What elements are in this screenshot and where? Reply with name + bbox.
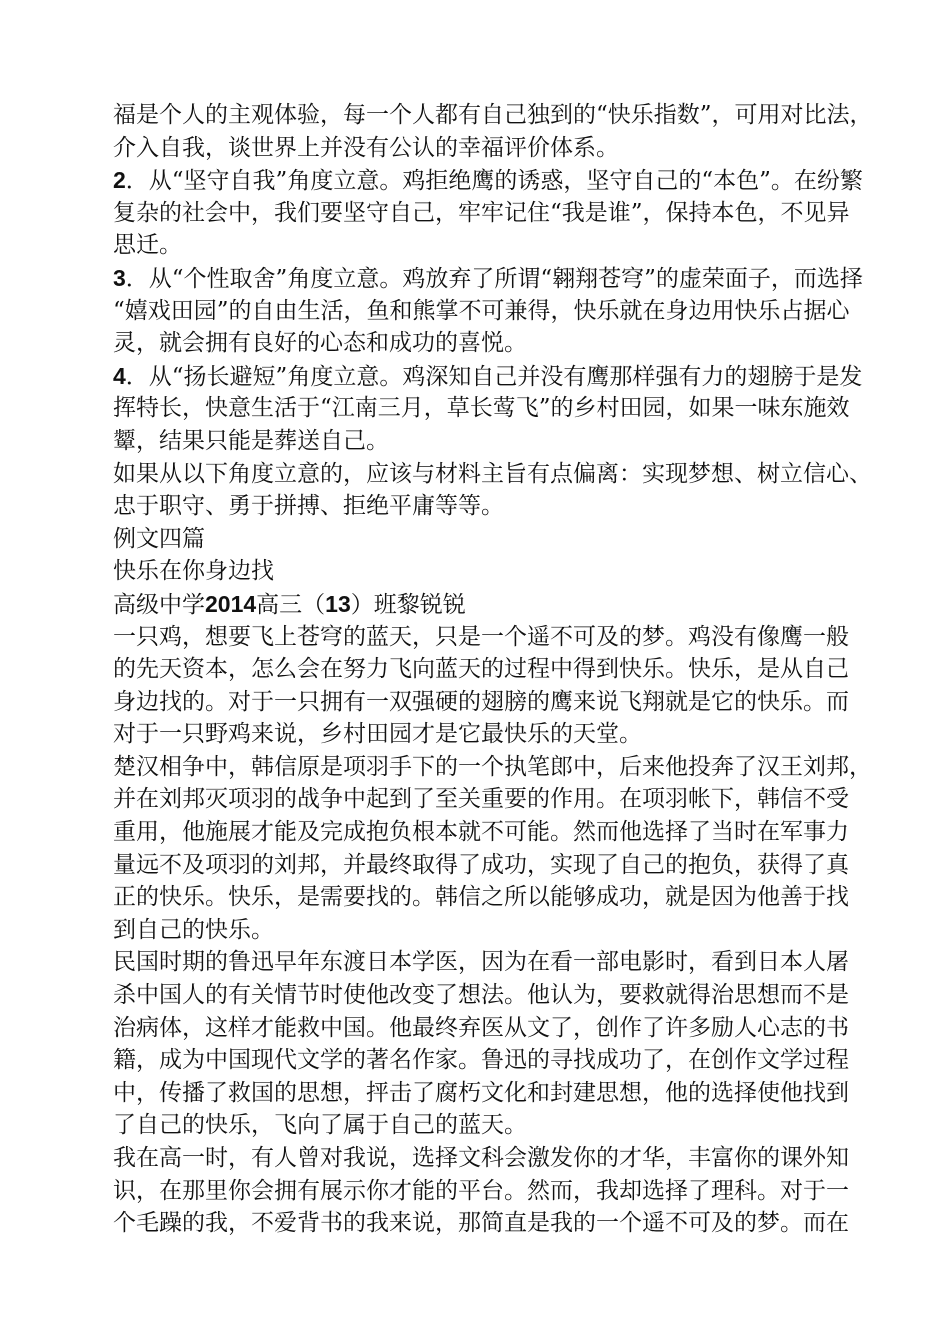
- text-line: 中，传播了救国的思想，抨击了腐朽文化和封建思想，他的选择使他找到: [113, 1079, 849, 1106]
- text-line: 2．从“坚守自我”角度立意。鸡拒绝鹰的诱惑，坚守自己的“本色”。在纷繁: [113, 167, 863, 195]
- text-line: 身边找的。对于一只拥有一双强硬的翅膀的鹰来说飞翔就是它的快乐。而: [113, 688, 849, 715]
- text-line: 福是个人的主观体验，每一个人都有自己独到的“快乐指数”，可用对比法，: [113, 102, 873, 128]
- text-line: 识，在那里你会拥有展示你才能的平台。然而，我却选择了理科。对于一: [113, 1177, 849, 1204]
- text-line: 例文四篇: [113, 525, 205, 552]
- text-line: 民国时期的鲁迅早年东渡日本学医，因为在看一部电影时，看到日本人屠: [113, 949, 849, 976]
- text-line: 正的快乐。快乐，是需要找的。韩信之所以能够成功，就是因为他善于找: [113, 884, 849, 911]
- text-line: 思迁。: [113, 232, 182, 259]
- text-line: 忠于职守、勇于拼搏、拒绝平庸等等。: [113, 493, 504, 520]
- text-line: “嬉戏田园”的自由生活，鱼和熊掌不可兼得，快乐就在身边用快乐占据心: [113, 297, 850, 324]
- text-line: 颦，结果只能是葬送自己。: [113, 427, 389, 454]
- text-line: 治病体，这样才能救中国。他最终弃医从文了，创作了许多励人心志的书: [113, 1014, 849, 1041]
- text-line: 量远不及项羽的刘邦，并最终取得了成功，实现了自己的抱负，获得了真: [113, 851, 849, 878]
- text-line: 并在刘邦灭项羽的战争中起到了至关重要的作用。在项羽帐下，韩信不受: [113, 786, 849, 813]
- text-line: 到自己的快乐。: [113, 916, 274, 943]
- text-line: 复杂的社会中，我们要坚守自己，牢牢记住“我是谁”，保持本色，不见异: [113, 199, 850, 226]
- text-line: 4．从“扬长避短”角度立意。鸡深知自己并没有鹰那样强有力的翅膀于是发: [113, 362, 863, 390]
- text-line: 我在高一时，有人曾对我说，选择文科会激发你的才华，丰富你的课外知: [113, 1145, 849, 1171]
- text-line: 对于一只野鸡来说，乡村田园才是它最快乐的天堂。: [113, 721, 642, 748]
- text-line: 一只鸡，想要飞上苍穹的蓝天，只是一个遥不可及的梦。鸡没有像鹰一般: [113, 623, 849, 650]
- text-line: 籍，成为中国现代文学的著名作家。鲁迅的寻找成功了，在创作文学过程: [113, 1047, 849, 1074]
- text-line: 重用，他施展才能及完成抱负根本就不可能。然而他选择了当时在军事力: [113, 819, 849, 846]
- text-line: 高级中学2014高三（13）班黎锐锐: [113, 590, 466, 618]
- text-line: 楚汉相争中，韩信原是项羽手下的一个执笔郎中，后来他投奔了汉王刘邦，: [113, 753, 872, 780]
- text-line: 3．从“个性取舍”角度立意。鸡放弃了所谓“翱翔苍穹”的虚荣面子，而选择: [113, 264, 863, 292]
- text-line: 的先天资本，怎么会在努力飞向蓝天的过程中得到快乐。快乐，是从自己: [113, 656, 849, 683]
- text-line: 快乐在你身边找: [113, 558, 274, 585]
- text-line: 了自己的快乐，飞向了属于自己的蓝天。: [113, 1112, 527, 1139]
- text-line: 灵，就会拥有良好的心态和成功的喜悦。: [113, 330, 527, 357]
- text-line: 介入自我，谈世界上并没有公认的幸福评价体系。: [113, 134, 619, 161]
- text-line: 杀中国人的有关情节时使他改变了想法。他认为，要救就得治思想而不是: [113, 982, 849, 1009]
- text-line: 如果从以下角度立意的，应该与材料主旨有点偏离：实现梦想、树立信心、: [113, 460, 872, 487]
- text-line: 挥特长，快意生活于“江南三月，草长莺飞”的乡村田园，如果一味东施效: [113, 395, 850, 422]
- text-line: 个毛躁的我，不爱背书的我来说，那简直是我的一个遥不可及的梦。而在: [113, 1210, 849, 1237]
- document-body: [113, 99, 873, 1240]
